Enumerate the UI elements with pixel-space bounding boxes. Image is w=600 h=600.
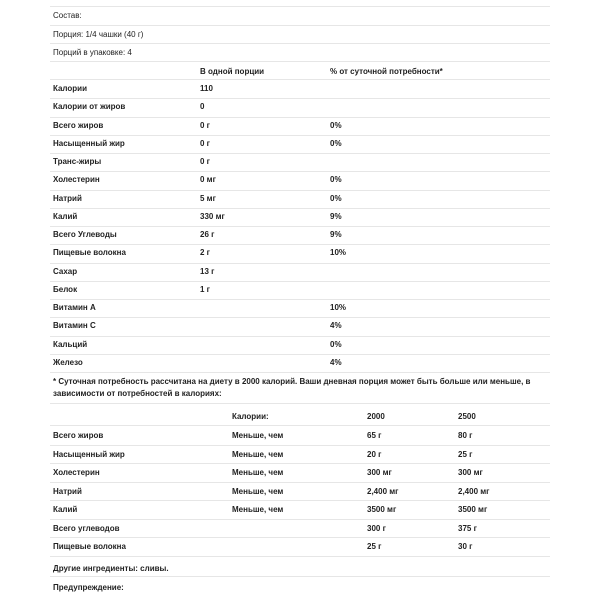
nutrient-name: Холестерин <box>53 175 100 185</box>
column-header-per-serving: В одной порции <box>200 67 265 76</box>
divider <box>50 6 550 7</box>
reference-value-2500: 25 г <box>458 449 473 459</box>
nutrient-daily-value: 0% <box>330 193 342 203</box>
nutrient-name: Витамин A <box>53 303 96 312</box>
reference-value-2000: 3500 мг <box>367 505 397 514</box>
nutrient-name: Белок <box>53 284 78 294</box>
divider <box>50 482 550 483</box>
nutrient-amount: 1 г <box>200 284 211 294</box>
divider <box>50 576 550 577</box>
column-header-daily-value: % от суточной потребности* <box>330 67 443 76</box>
reference-qualifier: Меньше, чем <box>232 468 284 477</box>
nutrient-daily-value: 9% <box>330 211 342 221</box>
divider <box>50 463 550 464</box>
other-ingredients: Другие ингредиенты: сливы. <box>53 564 169 573</box>
nutrient-daily-value: 9% <box>330 230 342 239</box>
divider <box>50 556 550 557</box>
reference-nutrient-name: Холестерин <box>53 468 100 477</box>
reference-nutrient-name: Всего углеводов <box>53 523 120 533</box>
divider <box>50 117 550 118</box>
divider <box>50 445 550 446</box>
nutrient-daily-value: 0% <box>330 339 342 349</box>
composition-label: Состав: <box>53 11 82 20</box>
nutrient-name: Всего Углеводы <box>53 230 117 239</box>
reference-value-2500: 3500 мг <box>458 505 488 514</box>
reference-calories-label: Калории: <box>232 412 269 421</box>
reference-value-2000: 2,400 мг <box>367 486 399 496</box>
nutrient-amount: 110 <box>200 84 213 93</box>
nutrient-name: Натрий <box>53 193 82 203</box>
nutrient-amount: 13 г <box>200 266 215 276</box>
nutrient-amount: 2 г <box>200 248 211 258</box>
reference-qualifier: Меньше, чем <box>232 505 284 514</box>
nutrient-name: Кальций <box>53 339 88 349</box>
footnote: * Суточная потребность рассчитана на диету в 2000 калорий. Ваши дневная порция может быть больше или меньше, в зависимости от потребностей в калориях: <box>53 377 531 398</box>
divider <box>50 299 550 300</box>
nutrient-amount: 5 мг <box>200 193 216 203</box>
divider <box>50 500 550 501</box>
reference-value-2000: 20 г <box>367 449 382 459</box>
divider <box>50 403 550 404</box>
divider <box>50 171 550 172</box>
nutrient-amount: 0 мг <box>200 175 216 185</box>
divider <box>50 208 550 209</box>
divider <box>50 226 550 227</box>
nutrient-name: Калий <box>53 211 78 221</box>
divider <box>50 244 550 245</box>
nutrient-amount: 26 г <box>200 230 215 239</box>
divider <box>50 537 550 538</box>
nutrient-daily-value: 0% <box>330 175 342 185</box>
divider <box>50 263 550 264</box>
reference-qualifier: Меньше, чем <box>232 431 284 440</box>
nutrient-daily-value: 0% <box>330 138 342 148</box>
divider <box>50 519 550 520</box>
divider <box>50 135 550 136</box>
nutrient-name: Всего жиров <box>53 120 104 130</box>
divider <box>50 25 550 26</box>
reference-value-2500: 300 мг <box>458 468 483 477</box>
nutrient-amount: 0 <box>200 102 205 112</box>
nutrient-name: Пищевые волокна <box>53 248 126 258</box>
reference-qualifier: Меньше, чем <box>232 486 284 496</box>
reference-nutrient-name: Насыщенный жир <box>53 449 125 459</box>
nutrient-amount: 0 г <box>200 157 211 166</box>
reference-qualifier: Меньше, чем <box>232 449 284 459</box>
nutrient-daily-value: 4% <box>330 321 342 331</box>
nutrient-amount: 330 мг <box>200 211 225 221</box>
divider <box>50 98 550 99</box>
nutrient-name: Калории <box>53 84 88 93</box>
reference-nutrient-name: Натрий <box>53 486 82 496</box>
reference-value-2500: 80 г <box>458 431 473 440</box>
nutrient-name: Сахар <box>53 266 78 276</box>
divider <box>50 61 550 62</box>
nutrient-name: Калории от жиров <box>53 102 126 112</box>
reference-value-2000: 300 г <box>367 523 386 533</box>
nutrient-name: Насыщенный жир <box>53 138 125 148</box>
nutrient-daily-value: 4% <box>330 357 342 367</box>
reference-nutrient-name: Пищевые волокна <box>53 542 126 551</box>
nutrient-name: Транс-жиры <box>53 157 102 166</box>
divider <box>50 372 550 373</box>
divider <box>50 79 550 80</box>
divider <box>50 153 550 154</box>
divider <box>50 317 550 318</box>
nutrient-daily-value: 0% <box>330 120 342 130</box>
nutrient-name: Витамин C <box>53 321 96 331</box>
divider <box>50 354 550 355</box>
serving-size: Порция: 1/4 чашки (40 г) <box>53 30 144 39</box>
reference-value-2000: 25 г <box>367 542 382 551</box>
nutrient-name: Железо <box>53 357 83 367</box>
nutrient-daily-value: 10% <box>330 303 347 312</box>
nutrient-amount: 0 г <box>200 138 211 148</box>
divider <box>50 281 550 282</box>
divider <box>50 190 550 191</box>
nutrient-amount: 0 г <box>200 120 211 130</box>
reference-value-2000: 300 мг <box>367 468 392 477</box>
divider <box>50 425 550 426</box>
divider <box>50 43 550 44</box>
reference-value-2500: 2,400 мг <box>458 486 490 496</box>
reference-column-2000: 2000 <box>367 412 385 421</box>
warning-label: Предупреждение: <box>53 583 124 592</box>
reference-value-2500: 30 г <box>458 542 473 551</box>
reference-nutrient-name: Калий <box>53 505 78 514</box>
reference-value-2000: 65 г <box>367 431 382 440</box>
reference-column-2500: 2500 <box>458 412 476 421</box>
reference-nutrient-name: Всего жиров <box>53 431 104 440</box>
nutrient-daily-value: 10% <box>330 248 347 258</box>
divider <box>50 336 550 337</box>
reference-value-2500: 375 г <box>458 523 477 533</box>
servings-per-pack: Порций в упаковке: 4 <box>53 48 132 57</box>
